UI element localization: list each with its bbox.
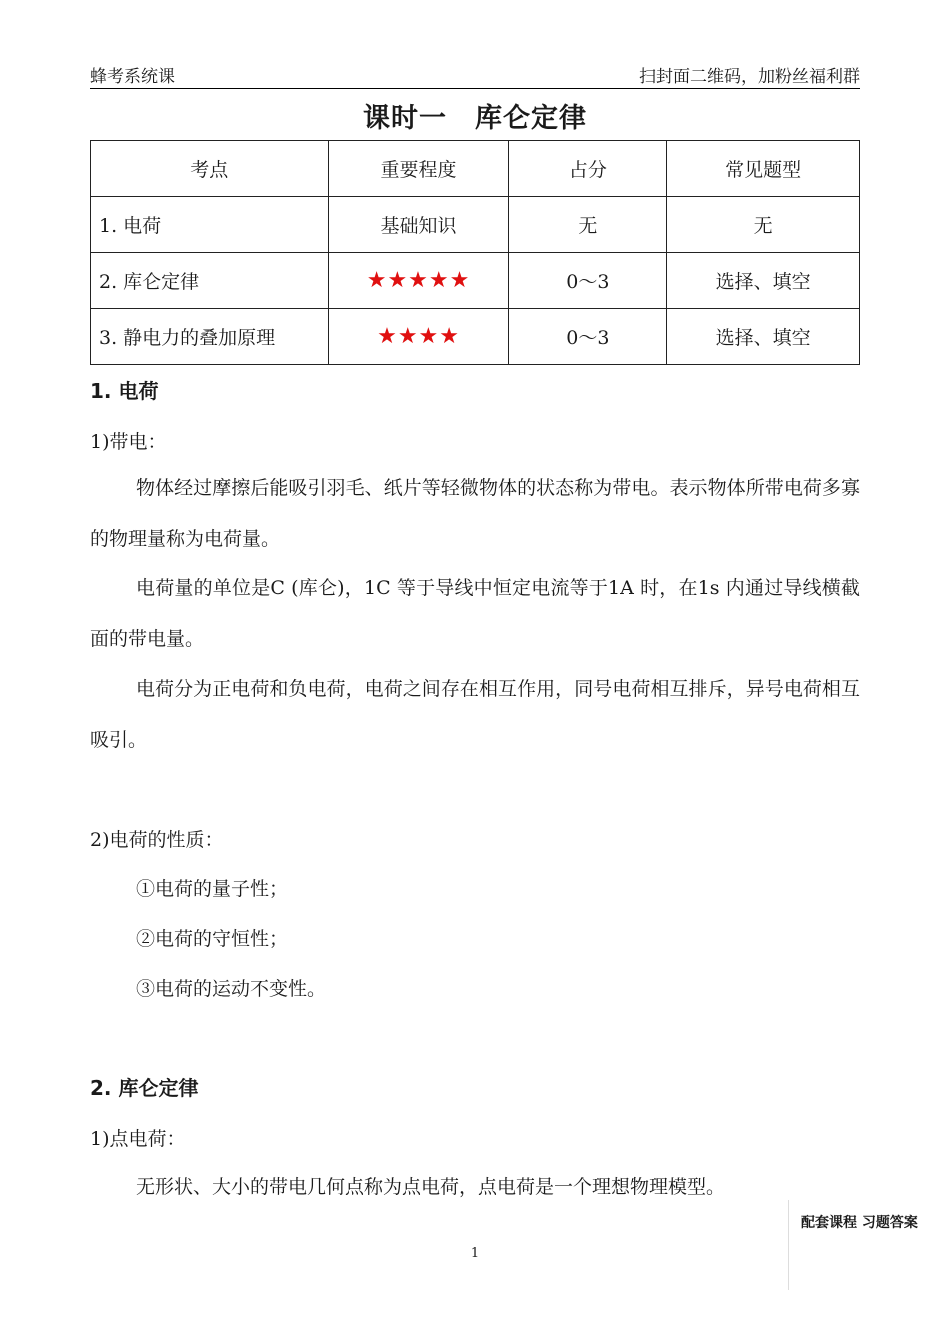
table-row: [91, 253, 860, 309]
table-header-cell: 占分: [509, 141, 667, 197]
section-heading-coulomb: 2. 库仑定律: [90, 1076, 199, 1100]
score-cell: 0～3: [509, 253, 667, 309]
header-brand: 蜂考系统课: [90, 67, 175, 87]
types-cell: 选择、填空: [667, 309, 860, 365]
paragraph-point-charge: 无形状、大小的带电几何点称为点电荷，点电荷是一个理想物理模型。: [136, 1176, 726, 1198]
importance-stars: ★★★★: [328, 309, 509, 365]
page-number: 1: [470, 1246, 480, 1261]
topic-cell: 3. 静电力的叠加原理: [91, 309, 329, 365]
topic-cell: 2. 库仑定律: [91, 253, 329, 309]
table-row: [91, 197, 860, 253]
course-link-box[interactable]: [788, 1200, 950, 1290]
subheading-charge-properties: 2)电荷的性质：: [90, 829, 224, 851]
score-cell: 无: [509, 197, 667, 253]
table-header-cell: 考点: [91, 141, 329, 197]
types-cell: 选择、填空: [667, 253, 860, 309]
paragraph-charged-definition: 物体经过摩擦后能吸引羽毛、纸片等轻微物体的状态称为带电。表示物体所带电荷多寡的物理量称为电荷量。: [90, 477, 860, 550]
paragraph-charge-unit: 电荷量的单位是C (库仑)，1C 等于导线中恒定电流等于1A 时，在1s 内通过导线横截面的带电量。: [90, 577, 860, 650]
types-cell: 无: [667, 197, 860, 253]
subheading-point-charge: 1)点电荷：: [90, 1128, 186, 1150]
table-header-cell: 重要程度: [328, 141, 509, 197]
summary-table: [90, 140, 860, 365]
score-cell: 0～3: [509, 309, 667, 365]
course-link-label[interactable]: 配套课程 习题答案: [801, 1215, 918, 1231]
list-item: ②电荷的守恒性；: [136, 928, 289, 950]
table-row: [91, 309, 860, 365]
list-item: ①电荷的量子性；: [136, 878, 289, 900]
page-header: [90, 60, 860, 89]
header-note: 扫封面二维码，加粉丝福利群: [639, 67, 860, 87]
paragraph-charge-types: 电荷分为正电荷和负电荷，电荷之间存在相互作用，同号电荷相互排斥，异号电荷相互吸引。: [90, 678, 860, 751]
topic-cell: 1. 电荷: [91, 197, 329, 253]
subheading-charged: 1)带电：: [90, 431, 167, 453]
table-header-row: [91, 141, 860, 197]
section-heading-charge: 1. 电荷: [90, 379, 159, 403]
importance-cell: 基础知识: [328, 197, 509, 253]
list-item: ③电荷的运动不变性。: [136, 978, 327, 1000]
table-header-cell: 常见题型: [667, 141, 860, 197]
page-title: 课时一 库仑定律: [363, 103, 587, 134]
importance-stars: ★★★★★: [328, 253, 509, 309]
